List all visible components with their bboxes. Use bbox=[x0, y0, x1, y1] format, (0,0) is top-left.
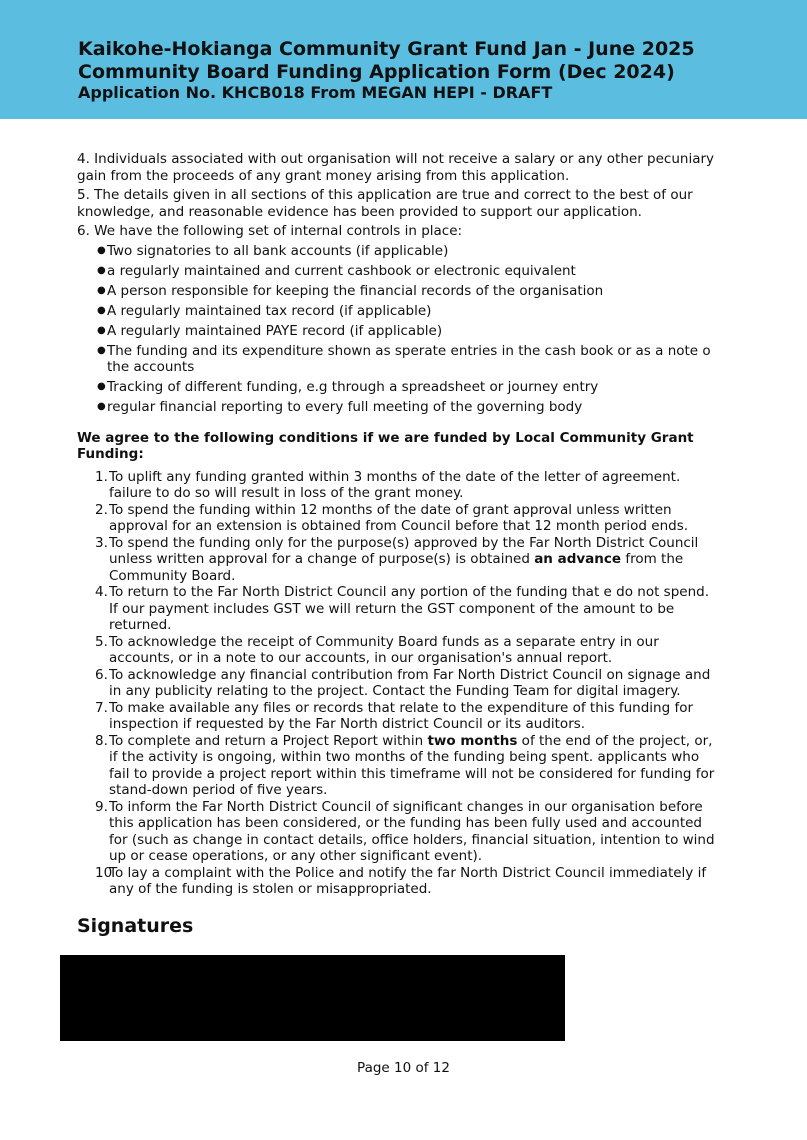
header-banner bbox=[0, 0, 807, 119]
bullet-icon: ● bbox=[97, 244, 106, 256]
declaration-6: 6. We have the following set of internal controls in place: bbox=[77, 223, 463, 239]
condition-item: 10 To lay a complaint with the Police and notify the far North District Council immediately if any of the funding is stolen or misappropriated. bbox=[95, 864, 707, 897]
list-item: ● The funding and its expenditure shown as sperate entries in the cash book or as a note o the accounts bbox=[97, 342, 711, 375]
form-title: Kaikohe-Hokianga Community Grant Fund Jan - June 2025 bbox=[78, 38, 695, 60]
condition-item: 7. To make available any files or records that relate to the expenditure of this funding for inspection if requested by the Far North district Council or its auditors. bbox=[95, 699, 694, 732]
condition-item: 4. To return to the Far North District Council any portion of the funding that e do not spend. If our payment includes GST we will return the GST component of the amount to be returned. bbox=[95, 584, 709, 633]
declaration-4: 4. Individuals associated with out organisation will not receive a salary or any other pecuniary gain from the proceeds of any grant money arising from this application. bbox=[77, 151, 715, 184]
condition-item: 9. To inform the Far North District Council of significant changes in our organisation before this application has been considered, or the funding has been fully used and accounted for (such as change in contact details, office holders, financial situation, intention to wind up or cease operations, or any other significant event). bbox=[95, 798, 715, 864]
bullet-icon: ● bbox=[97, 324, 106, 336]
condition-item: 8. To complete and return a Project Report within two months of the end of the project, or, if the activity is ongoing, within two months of the funding being spent. applicants who fail to provide a project report within this timeframe will not be considered for funding for stand-down period of five years. bbox=[95, 732, 715, 798]
list-item: ● A regularly maintained tax record (if applicable) bbox=[97, 302, 432, 319]
page-number: Page 10 of 12 bbox=[357, 1060, 450, 1076]
bullet-icon: ● bbox=[97, 401, 106, 412]
signatures-heading: Signatures bbox=[77, 915, 194, 937]
conditions-list bbox=[95, 469, 717, 898]
condition-item: 2. To spend the funding within 12 months of the date of grant approval unless written approval for an extension is obtained from Council before that 12 month period ends. bbox=[95, 501, 689, 534]
bullet-icon: ● bbox=[97, 304, 106, 316]
declaration-5: 5. The details given in all sections of this application are true and correct to the best of our knowledge, and reasonable evidence has been provided to support our application. bbox=[77, 187, 693, 220]
condition-item: 5. To acknowledge the receipt of Community Board funds as a separate entry in our accounts, or in a note to our accounts, in our organisation's annual report. bbox=[95, 633, 659, 666]
condition-item: 1. To uplift any funding granted within 3 months of the date of the letter of agreement. failure to do so will result in loss of the grant money. bbox=[95, 468, 681, 501]
conditions-heading: We agree to the following conditions if we are funded by Local Community Grant Funding: bbox=[77, 429, 694, 462]
bullet-icon: ● bbox=[97, 381, 106, 392]
bullet-icon: ● bbox=[97, 264, 106, 276]
bullet-icon: ● bbox=[97, 284, 106, 296]
list-item: ● Tracking of different funding, e.g through a spreadsheet or journey entry bbox=[97, 379, 599, 395]
redacted-signature-block bbox=[60, 955, 565, 1041]
document-body bbox=[77, 151, 717, 898]
condition-item: 3. To spend the funding only for the purpose(s) approved by the Far North District Council unless written approval for a change of purpose(s) is obtained an advance from the Community Board. bbox=[95, 534, 699, 584]
condition-item: 6. To acknowledge any financial contribution from Far North District Council on signage and in any publicity relating to the project. Contact the Funding Team for digital imagery. bbox=[95, 666, 711, 699]
form-subtitle: Community Board Funding Application Form (Dec 2024) bbox=[78, 61, 675, 83]
list-item: ● a regularly maintained and current cashbook or electronic equivalent bbox=[97, 262, 576, 279]
list-item: ● Two signatories to all bank accounts (if applicable) bbox=[97, 242, 449, 259]
list-item: ● A person responsible for keeping the financial records of the organisation bbox=[97, 282, 604, 299]
list-item: ● regular financial reporting to every full meeting of the governing body bbox=[97, 399, 583, 415]
bullet-icon: ● bbox=[97, 344, 106, 356]
internal-controls-list bbox=[97, 243, 717, 416]
list-item: ● A regularly maintained PAYE record (if applicable) bbox=[97, 322, 443, 339]
application-number: Application No. KHCB018 From MEGAN HEPI - DRAFT bbox=[78, 83, 553, 102]
